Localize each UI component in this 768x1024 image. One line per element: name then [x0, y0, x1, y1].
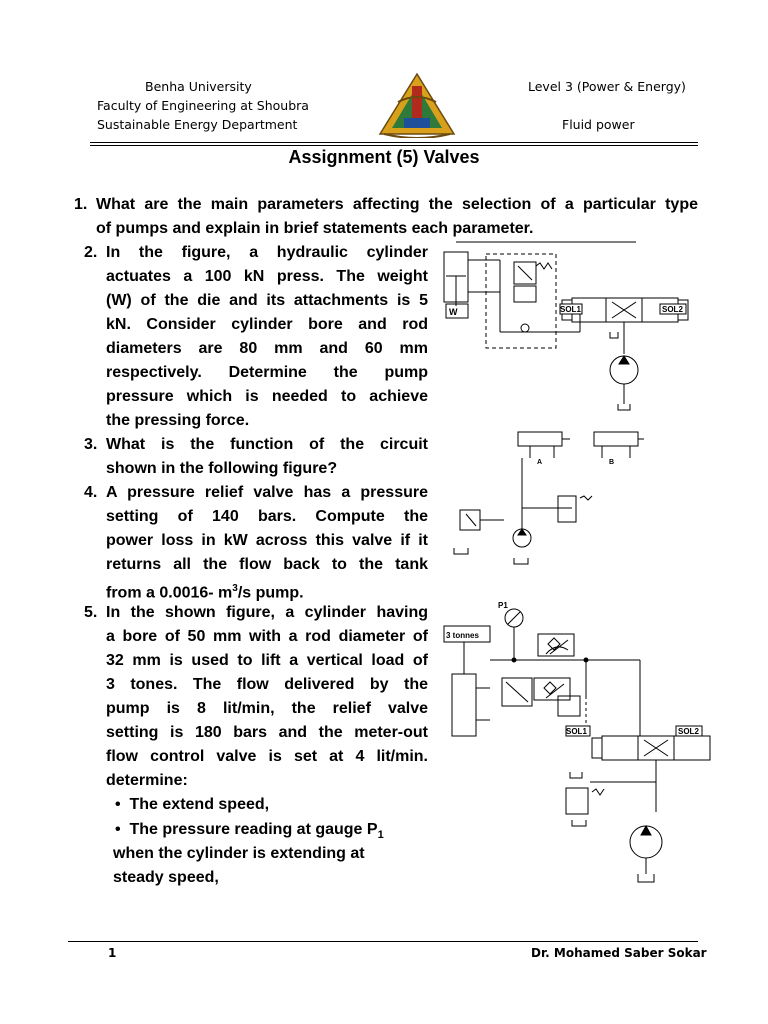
question-line: What are the main parameters affecting the selection of a particular type	[96, 196, 698, 213]
load-w-label: W	[449, 307, 458, 317]
question-line: diameters are 80 mm and 60 mm	[106, 340, 428, 357]
question-line: kN. Consider cylinder bore and rod	[106, 316, 428, 333]
question-line: 3 tones. The flow delivered by the	[106, 676, 428, 693]
page-title: Assignment (5) Valves	[288, 147, 480, 167]
bullet-item: • The extend speed,	[115, 796, 270, 813]
footer-rule	[68, 941, 698, 942]
university-name: Benha University	[145, 79, 252, 94]
question-number: 5.	[84, 604, 98, 621]
question-4	[84, 481, 428, 605]
bullet-continuation: steady speed,	[113, 869, 219, 886]
figure-1-press-circuit	[440, 236, 690, 418]
question-3	[84, 433, 428, 481]
question-line: returns all the flow back to the tank	[106, 556, 428, 573]
question-line: determine:	[106, 772, 188, 789]
cylinder-b-label: B	[609, 459, 615, 466]
question-number: 1.	[74, 196, 88, 213]
university-logo	[378, 72, 456, 138]
question-line: respectively. Determine the pump	[106, 364, 428, 381]
question-1	[74, 193, 698, 241]
header-institution	[97, 77, 309, 134]
question-line: (W) of the die and its attachments is 5	[106, 292, 428, 309]
bullet-item: • The pressure reading at gauge $P_1$	[115, 821, 384, 842]
question-number: 4.	[84, 484, 98, 501]
header-course	[528, 77, 686, 132]
question-line: In the shown figure, a cylinder having	[106, 604, 428, 621]
figure-2-dual-cylinder-circuit	[446, 428, 646, 568]
question-line: pressure which is needed to achieve	[106, 388, 428, 405]
question-line: a bore of 50 mm with a rod diameter of	[106, 628, 428, 645]
question-line: What is the function of the circuit	[106, 436, 428, 453]
figure-3-meter-out-circuit	[442, 598, 712, 888]
course-name: Fluid power	[562, 117, 635, 132]
load-label: 3 tonnes	[446, 631, 479, 640]
footer-author: Dr. Mohamed Saber Sokar	[531, 946, 707, 960]
question-line: the pressing force.	[106, 412, 250, 429]
question-line: power loss in kW across this valve if it	[106, 532, 428, 549]
question-line: from a 0.0016- $m^3/s$ pump.	[106, 583, 304, 602]
question-2	[84, 241, 428, 433]
gauge-p1-label: P1	[498, 601, 508, 610]
department-name: Sustainable Energy Department	[97, 117, 298, 132]
question-5	[84, 601, 428, 793]
question-line: of pumps and explain in brief statements each parameter.	[96, 220, 534, 237]
sol1-label: SOL1	[560, 305, 581, 314]
question-line: shown in the following figure?	[106, 460, 338, 477]
sol1-label: SOL1	[566, 727, 587, 736]
question-line: In the figure, a hydraulic cylinder	[106, 244, 428, 261]
cylinder-a-label: A	[537, 459, 543, 466]
question-number: 3.	[84, 436, 98, 453]
question-line: actuates a 100 kN press. The weight	[106, 268, 428, 285]
question-line: flow control valve is set at 4 lit/min.	[106, 748, 428, 765]
sol2-label: SOL2	[662, 305, 683, 314]
question-line: pump is 8 lit/min, the relief valve	[106, 700, 428, 717]
question-line: setting is 180 bars and the meter-out	[106, 724, 428, 741]
question-line: 32 mm is used to lift a vertical load of	[106, 652, 428, 669]
sol2-label: SOL2	[678, 727, 699, 736]
question-number: 2.	[84, 244, 98, 261]
header-rule-double	[90, 145, 698, 146]
faculty-name: Faculty of Engineering at Shoubra	[97, 98, 309, 113]
page-number: 1	[108, 946, 117, 960]
bullet-continuation: when the cylinder is extending at	[113, 845, 365, 862]
question-line: setting of 140 bars. Compute the	[106, 508, 428, 525]
course-level: Level 3 (Power & Energy)	[528, 79, 686, 94]
question-line: A pressure relief valve has a pressure	[106, 484, 428, 501]
header-rule	[90, 142, 698, 143]
